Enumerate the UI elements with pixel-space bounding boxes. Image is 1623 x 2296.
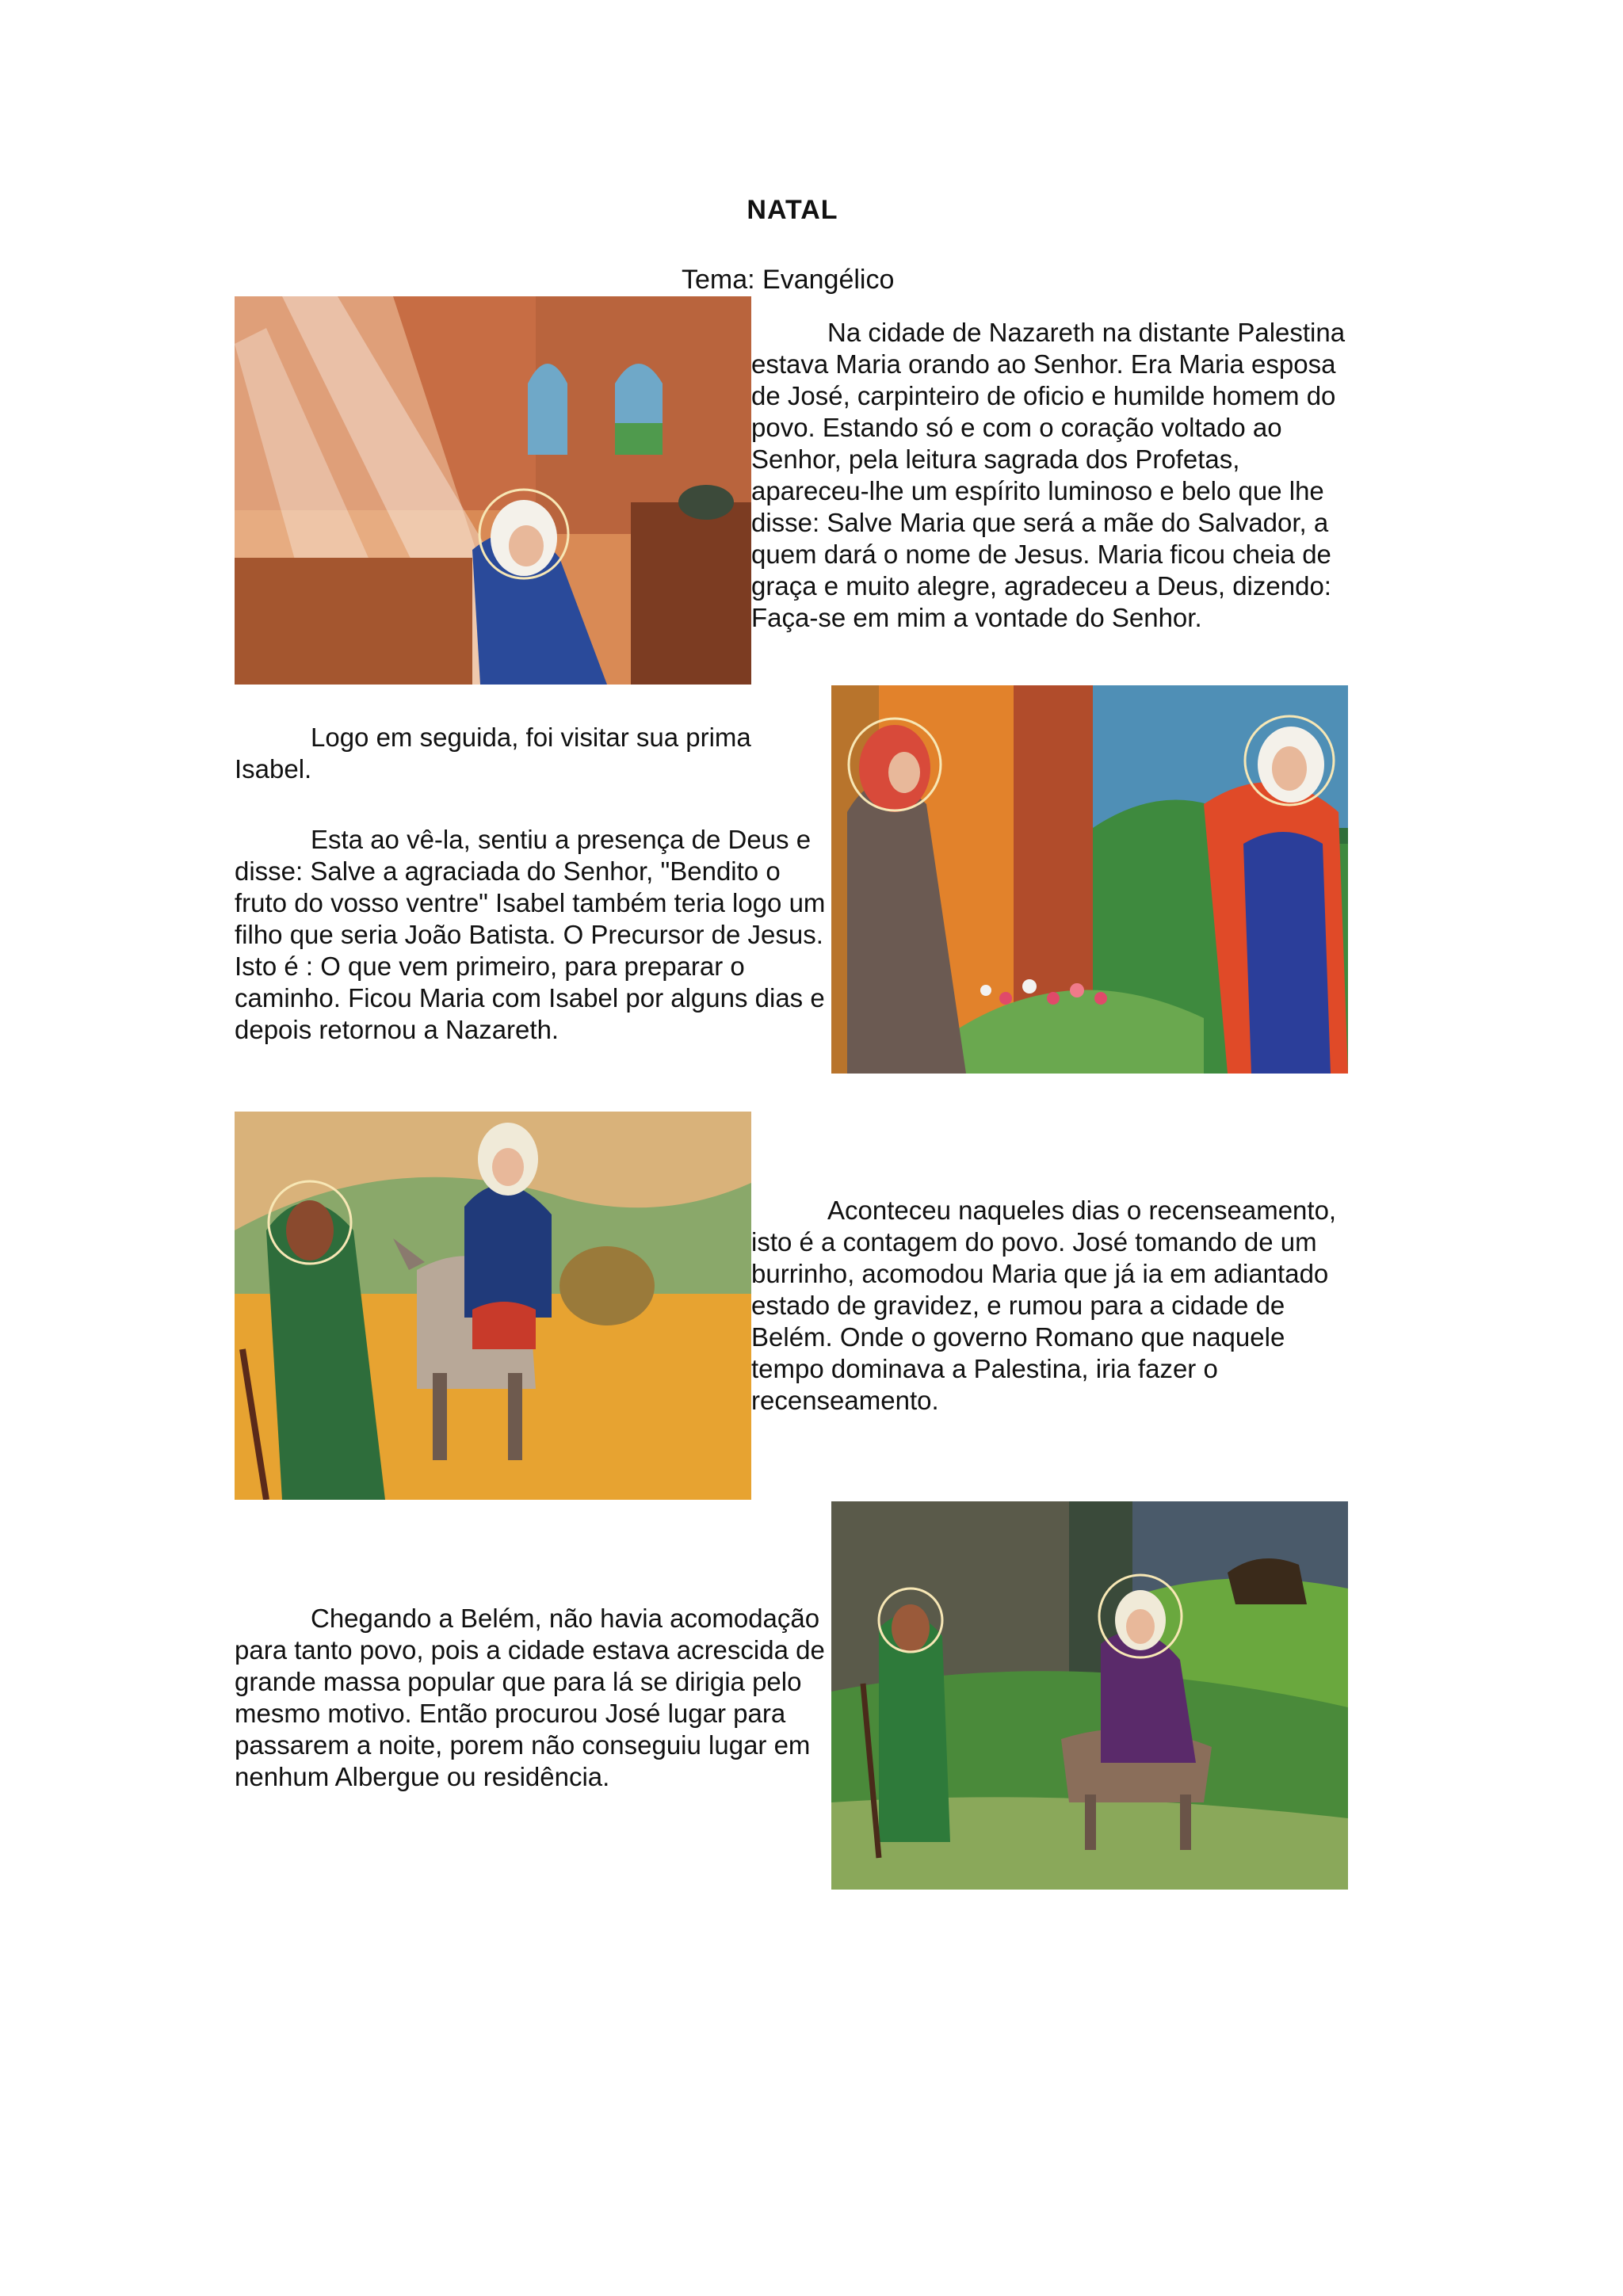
paragraph-annunciation xyxy=(751,317,1354,634)
paragraph-bethlehem xyxy=(235,1603,831,1793)
paragraph-census xyxy=(751,1195,1354,1417)
paragraph-text: Aconteceu naqueles dias o recenseamento, isto é a contagem do povo. José tomando de um burrinho, acomodou Maria que já ia em adiantado estado de gravidez, e rumou para a cidade de Belém. Onde o governo Romano que naquele tempo dominava a Palestina, iria fazer o recenseamento. xyxy=(751,1196,1337,1415)
annunciation-painting xyxy=(235,296,751,685)
document-theme: Tema: Evangélico xyxy=(682,265,895,295)
paragraph-text: Na cidade de Nazareth na distante Palestina estava Maria orando ao Senhor. Era Maria esposa de José, carpinteiro de oficio e humilde homem do povo. Estando só e com o coração voltado ao Senhor, pela leitura sagrada dos Profetas, apareceu-lhe um espírito luminoso e belo que lhe disse: Salve Maria que será a mãe do Salvador, a quem dará o nome de Jesus. Maria ficou cheia de graça e muito alegre, agradeceu a Deus, dizendo: Faça-se em mim a vontade do Senhor. xyxy=(751,318,1346,632)
paragraph-text: Chegando a Belém, não havia acomodação para tanto povo, pois a cidade estava acrescida de grande massa popular que para lá se dirigia pelo mesmo motivo. Então procurou José lugar para passarem a noite, porem não conseguiu lugar em nenhum Albergue ou residência. xyxy=(235,1604,825,1791)
paragraph-text: Logo em seguida, foi visitar sua prima Isabel. xyxy=(235,723,751,784)
paragraph-visitation xyxy=(235,824,831,1046)
document-title: NATAL xyxy=(747,195,838,225)
bethlehem-painting xyxy=(831,1501,1348,1890)
paragraph-visit xyxy=(235,722,805,785)
paragraph-text: Esta ao vê-la, sentiu a presença de Deus e disse: Salve a agraciada do Senhor, "Bendito o fruto do vosso ventre" Isabel também teria logo um filho que seria João Batista. O Precursor de Jesus. Isto é : O que vem primeiro, para preparar o caminho. Ficou Maria com Isabel por alguns dias e depois retornou a Nazareth. xyxy=(235,825,826,1044)
journey-painting xyxy=(235,1112,751,1500)
visitation-painting xyxy=(831,685,1348,1074)
